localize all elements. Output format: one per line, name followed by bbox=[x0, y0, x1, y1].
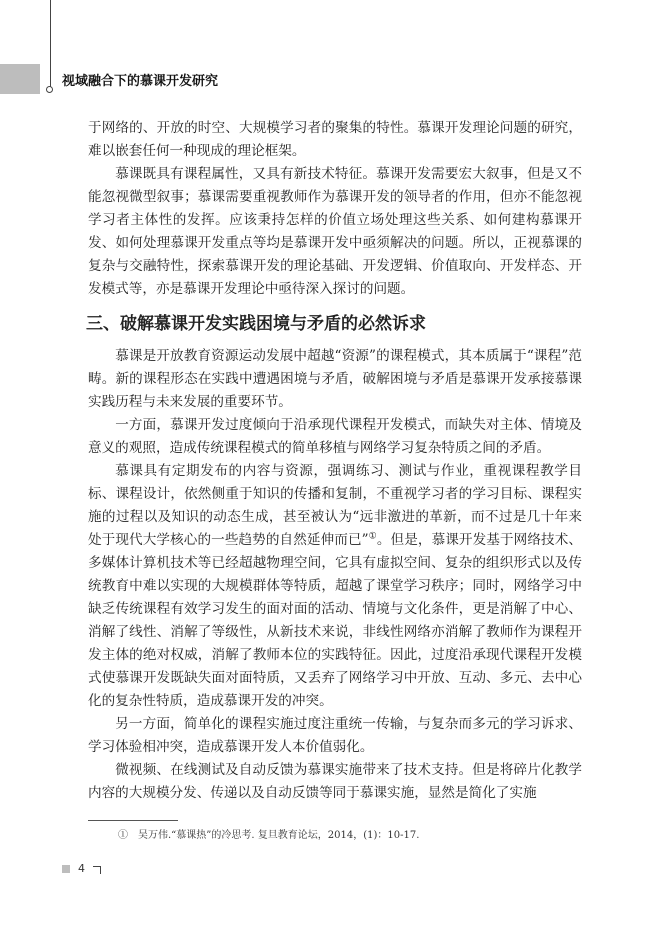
page-footer bbox=[62, 862, 101, 875]
footnote-rule bbox=[88, 820, 178, 821]
running-title: 视域融合下的慕课开发研究 bbox=[62, 74, 219, 89]
page-body bbox=[88, 117, 582, 805]
paragraph-7: 微视频、在线测试及自动反馈为慕课实施带来了技术支持。但是将碎片化教学内容的大规模分发、传递以及自动反馈等同于慕课实施，显然是简化了实施 bbox=[88, 762, 582, 801]
paragraph-5 bbox=[88, 460, 582, 713]
header-tab-block bbox=[0, 64, 40, 94]
header-vertical-rule bbox=[50, 0, 51, 88]
page-number: 4 bbox=[78, 862, 85, 875]
paragraph-1: 于网络的、开放的时空、大规模学习者的聚集的特性。慕课开发理论问题的研究，难以嵌套任何一种现成的理论框架。 bbox=[88, 120, 582, 159]
paragraph-6: 另一方面，简单化的课程实施过度注重统一传输，与复杂而多元的学习诉求、学习体验相冲突，造成慕课开发人本价值弱化。 bbox=[88, 716, 582, 755]
paragraph-5-part-2: 。但是，慕课开发基于网络技术、多媒体计算机技术等已经超越物理空间，它具有虚拟空间、复杂的组织形式以及传统教育中难以实现的大规模群体等特质，超越了课堂学习秩序；同时，网络学习中缺乏传统课程有效学习发生的面对面的活动、情境与文化条件，更是消解了中心、消解了线性、消解了等级性，从新技术来说，非线性网络亦消解了教师作为课程开发主体的绝对权威，消解了教师本位的实践特征。因此，过度沿承现代课程开发模式使慕课开发既缺失面对面特质，又丢弃了网络学习中开放、互动、多元、去中心化的复杂性特质，造成慕课开发的冲突。 bbox=[88, 532, 582, 709]
paragraph-2: 慕课既具有课程属性，又具有新技术特征。慕课开发需要宏大叙事，但是又不能忽视微型叙事；慕课需要重视教师作为慕课开发的领导者的作用，但亦不能忽视学习者主体性的发挥。应该秉持怎样的价值立场处理这些关系、如何建构慕课开发、如何处理慕课开发重点等均是慕课开发中亟须解决的问题。所以，正视慕课的复杂与交融特性，探索慕课开发的理论基础、开发逻辑、价值取向、开发样态、开发模式等，亦是慕课开发理论中亟待深入探讨的问题。 bbox=[88, 166, 582, 297]
paragraph-3: 慕课是开放教育资源运动发展中超越“资源”的课程模式，其本质属于“课程”范畴。新的课程形态在实践中遭遇困境与矛盾，破解困境与矛盾是慕课开发承接慕课实践历程与未来发展的重要环节。 bbox=[88, 348, 582, 410]
section-heading: 三、破解慕课开发实践困境与矛盾的必然诉求 bbox=[86, 314, 426, 334]
footer-square-icon bbox=[62, 865, 70, 873]
paragraph-4: 一方面，慕课开发过度倾向于沿承现代课程开发模式，而缺失对主体、情境及意义的观照，造成传统课程模式的简单移植与网络学习复杂特质之间的矛盾。 bbox=[88, 417, 582, 456]
paragraph-5-part-1: 慕课具有定期发布的内容与资源，强调练习、测试与作业，重视课程教学目标、课程设计，依然侧重于知识的传播和复制，不重视学习者的学习目标、课程实施的过程以及知识的动态生成，甚至被认为“远非激进的革新，而不过是几十年来处于现代大学核心的一些趋势的自然延伸而已” bbox=[88, 463, 582, 548]
footnote-reference[interactable]: ① bbox=[368, 531, 377, 542]
footer-corner-icon bbox=[93, 866, 101, 874]
header-rule-dot bbox=[46, 86, 53, 93]
footnote: ① 吴万伟.“慕课热”的冷思考. 复旦教育论坛，2014，(1)：10-17. bbox=[118, 830, 420, 841]
